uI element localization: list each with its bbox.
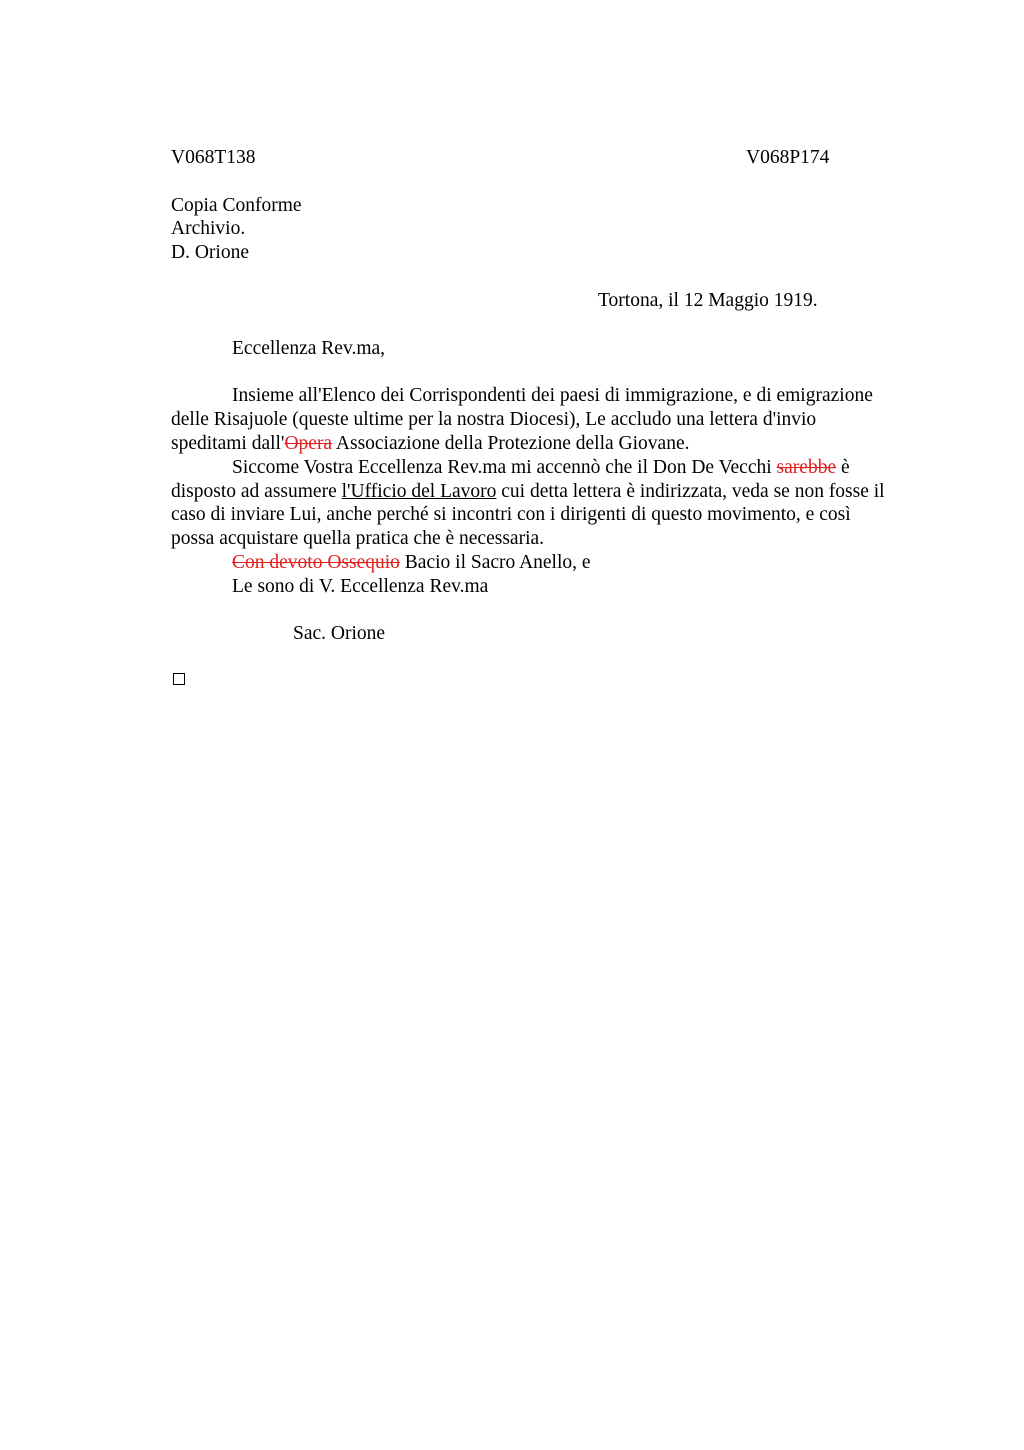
paragraph1-line2: delle Risajuole (queste ultime per la nostra Diocesi), Le accludo una lettera d'invio <box>171 409 817 430</box>
deleted-word: sarebbe <box>776 457 837 478</box>
text-segment: speditami dall' <box>171 433 285 454</box>
date-line: Tortona, il 12 Maggio 1919. <box>598 290 818 311</box>
archive-note-line-2: Archivio. <box>171 218 246 239</box>
text-segment: disposto ad assumere <box>171 481 342 502</box>
closing-line1 <box>232 551 591 575</box>
archive-note-line-1: Copia Conforme <box>171 195 302 216</box>
paragraph2-line2 <box>171 480 885 504</box>
salutation: Eccellenza Rev.ma, <box>232 338 386 359</box>
document-code-left: V068T138 <box>171 147 256 168</box>
text-segment: è <box>836 457 850 478</box>
paragraph2-line3: caso di inviare Lui, anche perché si incontri con i dirigenti di questo movimento, e così <box>171 504 851 525</box>
text-segment: Associazione della Protezione della Giovane. <box>332 433 690 454</box>
paragraph2-line1 <box>232 456 850 480</box>
text-segment: cui detta lettera è indirizzata, veda se non fosse il <box>496 481 885 502</box>
paragraph1-line3 <box>171 432 689 456</box>
underlined-phrase: l'Ufficio del Lavoro <box>341 481 497 502</box>
empty-square-icon <box>173 673 185 685</box>
archive-note-line-3: D. Orione <box>171 242 249 263</box>
paragraph1-line1: Insieme all'Elenco dei Corrispondenti dei paesi di immigrazione, e di emigrazione <box>232 385 873 406</box>
deleted-phrase: Con devoto Ossequio <box>232 552 400 573</box>
page-code-right: V068P174 <box>746 147 830 168</box>
deleted-word: Opera <box>284 433 333 454</box>
text-segment: Bacio il Sacro Anello, e <box>399 552 591 573</box>
text-segment: Siccome Vostra Eccellenza Rev.ma mi accennò che il Don De Vecchi <box>232 457 777 478</box>
signature: Sac. Orione <box>293 623 386 644</box>
closing-line2: Le sono di V. Eccellenza Rev.ma <box>232 576 489 597</box>
paragraph2-line4: possa acquistare quella pratica che è necessaria. <box>171 528 545 549</box>
